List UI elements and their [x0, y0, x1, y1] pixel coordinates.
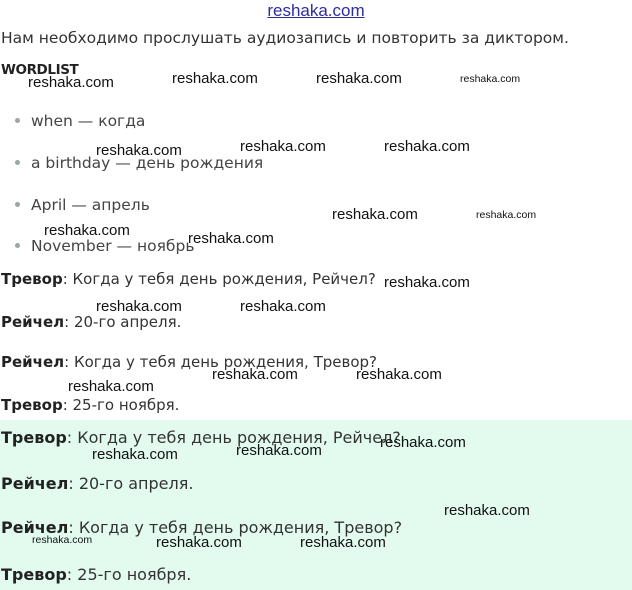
site-header-link[interactable]: reshaka.com	[267, 1, 365, 20]
line-text: : 25-го ноября.	[66, 565, 192, 584]
wordlist-item-text: April — апрель	[31, 196, 150, 214]
watermark: reshaka.com	[44, 222, 130, 239]
line-text: : Когда у тебя день рождения, Рейчел?	[62, 270, 376, 288]
line-text: : 20-го апреля.	[64, 313, 182, 331]
watermark: reshaka.com	[68, 378, 154, 395]
dialogue-line	[1, 270, 376, 288]
speaker-name: Рейчел	[1, 474, 69, 493]
watermark: reshaka.com	[32, 534, 93, 546]
bullet-icon	[15, 118, 20, 123]
wordlist-heading: WORDLIST	[1, 62, 79, 78]
watermark: reshaka.com	[96, 298, 182, 315]
watermark: reshaka.com	[96, 142, 182, 159]
line-text: : 25-го ноября.	[62, 396, 180, 414]
wordlist-item	[15, 196, 150, 214]
watermark: reshaka.com	[316, 70, 402, 87]
watermark: reshaka.com	[380, 434, 466, 451]
answer-line	[1, 565, 191, 584]
watermark: reshaka.com	[240, 138, 326, 155]
watermark: reshaka.com	[384, 274, 470, 291]
wordlist-item	[15, 237, 194, 255]
speaker-name: Тревор	[1, 565, 67, 584]
speaker-name: Тревор	[1, 396, 63, 414]
watermark: reshaka.com	[236, 442, 322, 459]
watermark: reshaka.com	[188, 230, 274, 247]
watermark: reshaka.com	[156, 534, 242, 551]
watermark: reshaka.com	[172, 70, 258, 87]
answer-line	[1, 474, 193, 493]
watermark: reshaka.com	[460, 73, 521, 85]
watermark: reshaka.com	[92, 446, 178, 463]
speaker-name: Рейчел	[1, 518, 69, 537]
watermark: reshaka.com	[212, 366, 298, 383]
bullet-icon	[15, 202, 20, 207]
line-text: : Когда у тебя день рождения, Тревор?	[64, 353, 378, 371]
wordlist-item-text: a birthday — день рождения	[31, 154, 264, 172]
speaker-name: Тревор	[1, 428, 67, 447]
bullet-icon	[15, 243, 20, 248]
watermark: reshaka.com	[476, 209, 537, 221]
watermark: reshaka.com	[332, 206, 418, 223]
speaker-name: Рейчел	[1, 313, 65, 331]
wordlist-item-text: November — ноябрь	[31, 237, 195, 255]
watermark: reshaka.com	[384, 138, 470, 155]
watermark: reshaka.com	[28, 74, 114, 91]
watermark: reshaka.com	[444, 502, 530, 519]
dialogue-line	[1, 396, 179, 414]
line-text: : Когда у тебя день рождения, Рейчел?	[66, 428, 401, 447]
watermark: reshaka.com	[240, 298, 326, 315]
dialogue-line	[1, 353, 377, 371]
speaker-name: Тревор	[1, 270, 63, 288]
task-instruction: Нам необходимо прослушать аудиозапись и повторить за диктором.	[1, 29, 569, 47]
watermark: reshaka.com	[300, 534, 386, 551]
watermark: reshaka.com	[356, 366, 442, 383]
bullet-icon	[15, 160, 20, 165]
dialogue-line	[1, 313, 181, 331]
line-text: : Когда у тебя день рождения, Тревор?	[68, 518, 403, 537]
speaker-name: Рейчел	[1, 353, 65, 371]
wordlist-item-text: when — когда	[31, 112, 146, 130]
answer-line	[1, 428, 401, 447]
line-text: : 20-го апреля.	[68, 474, 194, 493]
wordlist-item	[15, 112, 145, 130]
